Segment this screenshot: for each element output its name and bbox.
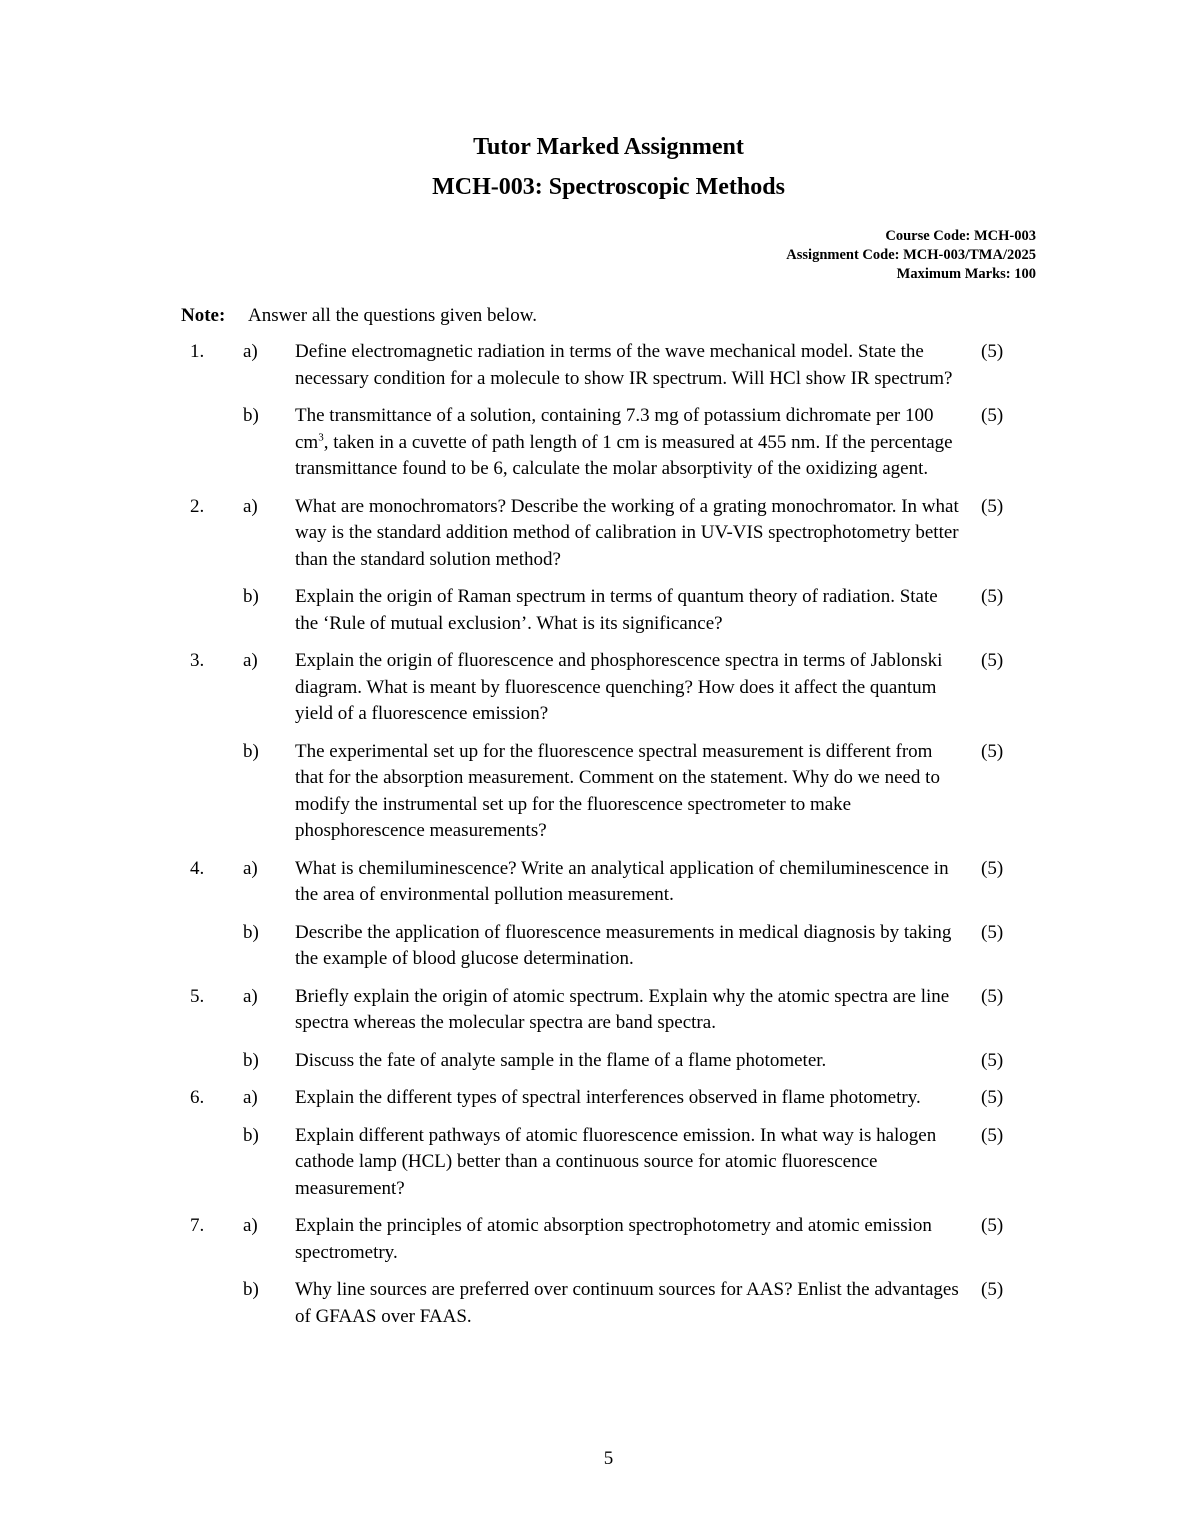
marks: (5) — [981, 921, 1004, 943]
marks: (5) — [981, 1124, 1004, 1146]
part-label: b) — [243, 586, 259, 607]
question-text-end: , taken in a cuvette of path length of 1 cm is measured at 455 nm. If the percentage transmittance found to be 6, calculate the molar absorptivity of the oxidizing agent. — [295, 431, 953, 479]
question-text: Explain the origin of fluorescence and phosphorescence spectra in terms of Jablonski diagram. What is meant by fluorescence quenching? How does it affect the quantum yield of a fluorescence emission? — [295, 650, 943, 724]
marks: (5) — [981, 495, 1004, 517]
note-label: Note: — [181, 305, 226, 326]
part-label: a) — [243, 985, 258, 1007]
marks: (5) — [981, 1215, 1004, 1236]
question-number: 4. — [190, 857, 205, 879]
note — [181, 305, 537, 327]
document-title: Tutor Marked Assignment — [473, 134, 744, 160]
question-1b — [0, 403, 1187, 483]
assignment-meta — [786, 227, 1036, 284]
part-label: a) — [243, 495, 258, 517]
marks: (5) — [981, 1087, 1004, 1108]
question-3a — [0, 648, 1187, 728]
marks: (5) — [981, 650, 1004, 671]
part-label: b) — [243, 1124, 259, 1146]
part-label: a) — [243, 341, 258, 362]
question-1a — [0, 339, 1187, 392]
question-text: Explain the origin of Raman spectrum in terms of quantum theory of radiation. State the ‘Rule of mutual exclusion’. What is its significance? — [295, 586, 938, 634]
part-label: b) — [243, 1049, 259, 1071]
course-code: Course Code: MCH-003 — [885, 228, 1036, 244]
question-4b — [0, 920, 1187, 973]
question-3b — [0, 739, 1187, 845]
marks: (5) — [981, 341, 1004, 362]
question-7b — [0, 1277, 1187, 1330]
marks: (5) — [981, 1279, 1004, 1300]
question-text: Explain different pathways of atomic fluorescence emission. In what way is halogen cathode lamp (HCL) better than a continuous source for atomic fluorescence measurement? — [295, 1124, 937, 1199]
question-number: 2. — [190, 495, 205, 517]
question-6b — [0, 1123, 1187, 1203]
part-label: a) — [243, 1215, 258, 1236]
question-2b — [0, 584, 1187, 637]
question-4a — [0, 856, 1187, 909]
question-5b — [0, 1048, 1187, 1075]
part-label: a) — [243, 857, 258, 879]
assignment-code: Assignment Code: MCH-003/TMA/2025 — [786, 247, 1036, 263]
marks: (5) — [981, 586, 1004, 607]
question-text: Briefly explain the origin of atomic spectrum. Explain why the atomic spectra are line spectra whereas the molecular spectra are band spectra. — [295, 985, 950, 1033]
marks: (5) — [981, 857, 1004, 879]
question-text — [295, 403, 965, 483]
marks: (5) — [981, 985, 1004, 1007]
question-text: Explain the different types of spectral interferences observed in flame photometry. — [295, 1087, 921, 1108]
question-text: Discuss the fate of analyte sample in the flame of a flame photometer. — [295, 1049, 827, 1071]
course-title: MCH-003: Spectroscopic Methods — [432, 174, 785, 200]
question-text: What is chemiluminescence? Write an analytical application of chemiluminescence in the area of environmental pollution measurement. — [295, 857, 949, 905]
question-list — [0, 339, 1187, 1341]
question-number: 1. — [190, 341, 205, 362]
part-label: a) — [243, 650, 258, 671]
maximum-marks: Maximum Marks: 100 — [896, 266, 1036, 282]
question-number: 6. — [190, 1087, 205, 1108]
part-label: b) — [243, 405, 259, 426]
question-text: Define electromagnetic radiation in terms of the wave mechanical model. State the necessary condition for a molecule to show IR spectrum. Will HCl show IR spectrum? — [295, 341, 953, 389]
question-7a — [0, 1213, 1187, 1266]
marks: (5) — [981, 1049, 1004, 1071]
note-text: Answer all the questions given below. — [248, 305, 537, 326]
question-text: What are monochromators? Describe the working of a grating monochromator. In what way is the standard addition method of calibration in UV-VIS spectrophotometry better than the standard solution method? — [295, 495, 959, 570]
marks: (5) — [981, 740, 1004, 762]
superscript: 3 — [318, 431, 324, 444]
question-number: 5. — [190, 985, 205, 1007]
question-5a — [0, 984, 1187, 1037]
question-text: Explain the principles of atomic absorption spectrophotometry and atomic emission spectrometry. — [295, 1215, 932, 1263]
part-label: b) — [243, 740, 259, 762]
part-label: b) — [243, 921, 259, 943]
question-text: The experimental set up for the fluorescence spectral measurement is different from that for the absorption measurement. Comment on the statement. Why do we need to modify the instrumental set up for the fluorescence spectrometer to make phosphorescence measurements? — [295, 740, 940, 841]
question-6a — [0, 1085, 1187, 1112]
marks: (5) — [981, 405, 1004, 426]
question-number: 3. — [190, 650, 205, 671]
part-label: b) — [243, 1279, 259, 1300]
page-number: 5 — [603, 1448, 614, 1469]
part-label: a) — [243, 1087, 258, 1108]
question-text: Why line sources are preferred over continuum sources for AAS? Enlist the advantages of GFAAS over FAAS. — [295, 1279, 959, 1327]
question-text-start: The transmittance of a solution, containing 7.3 mg of potassium dichromate per 100 cm — [295, 405, 934, 453]
question-number: 7. — [190, 1215, 205, 1236]
question-text: Describe the application of fluorescence measurements in medical diagnosis by taking the example of blood glucose determination. — [295, 921, 952, 969]
question-2a — [0, 494, 1187, 574]
